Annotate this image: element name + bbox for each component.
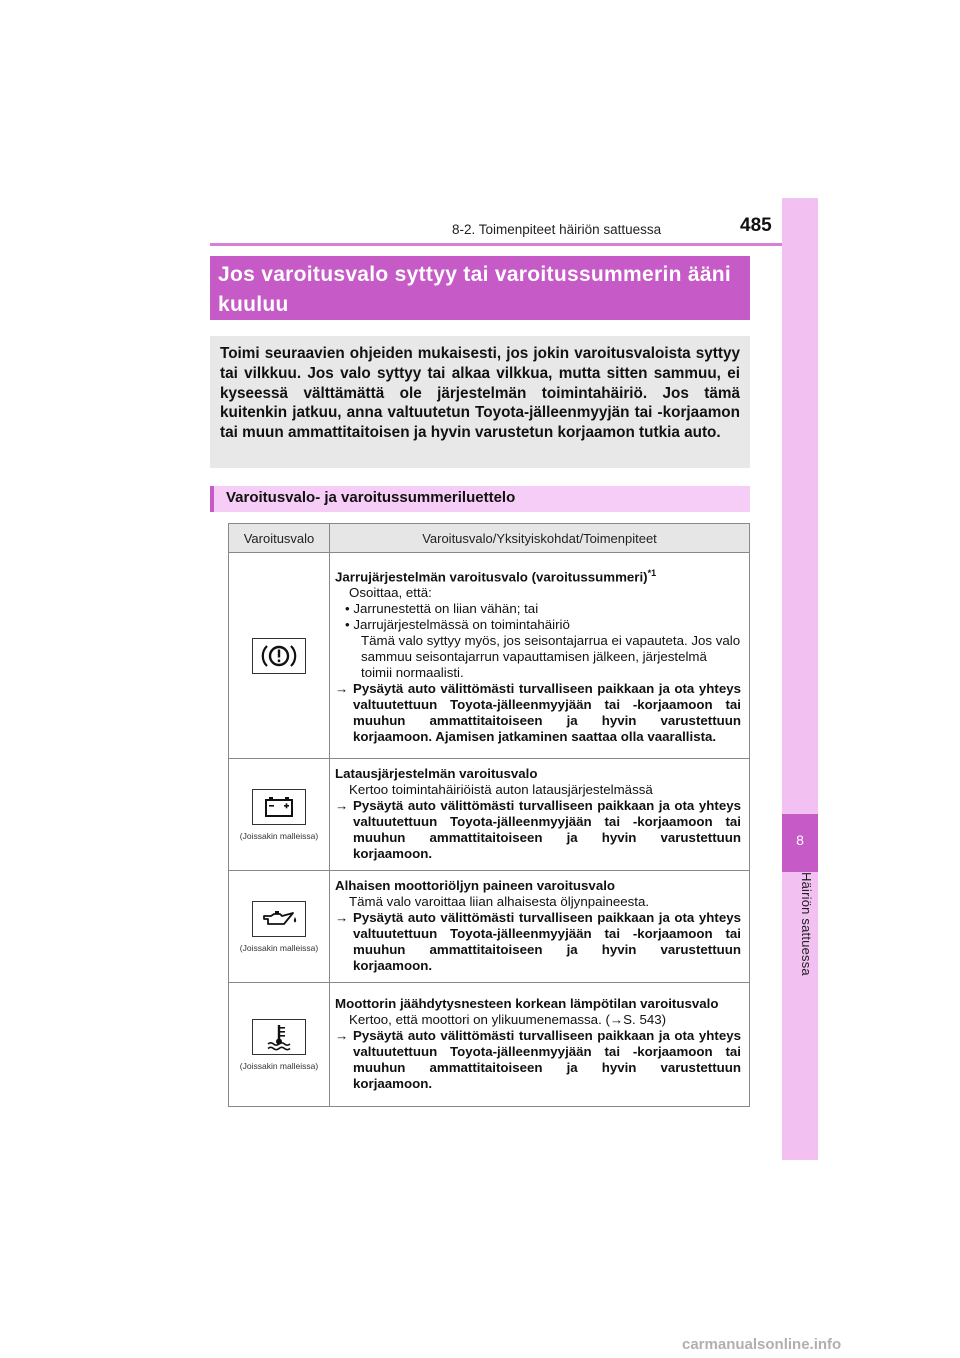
item-description: Tämä valo varoittaa liian alhaisesta öljynpaineesta.: [349, 894, 650, 909]
item-note: Tämä valo syttyy myös, jos seisontajarrua ei vapauteta. Jos valo sammuu seisontajarrun vapauttamisen jälkeen, järjestelmä toimii normaalisti.: [361, 633, 741, 681]
col-header-details: Varoitusvalo/Yksityiskohdat/Toimenpiteet: [330, 524, 750, 553]
item-title: Jarrujärjestelmän varoitusvalo (varoitussummeri)$^{*1}$: [335, 567, 657, 585]
table-row: [229, 759, 750, 871]
brake-warning-icon: [252, 638, 306, 674]
light-cell: [229, 759, 330, 871]
details-cell: [330, 871, 750, 983]
list-item: • Jarrujärjestelmässä on toimintahäiriö: [345, 617, 570, 633]
header-rule: [210, 243, 818, 246]
table-row: [229, 871, 750, 983]
chapter-number: 8: [796, 832, 804, 848]
arrow-icon: →: [335, 681, 349, 697]
item-action: → Pysäytä auto välittömästi turvalliseen paikkaan ja ota yhteys valtuutettuun Toyota-jälleenmyyjään tai -korjaamoon tai muuhun ammattitaitoiseen ja hyvin varustettuun korjaamoon.: [335, 910, 741, 973]
item-title: Latausjärjestelmän varoitusvalo: [335, 766, 538, 781]
item-description: Kertoo toimintahäiriöistä auton latausjärjestelmässä: [349, 782, 653, 797]
light-cell: [229, 871, 330, 983]
battery-charging-icon: [252, 789, 306, 825]
details-cell: [330, 553, 750, 759]
table-row: [229, 553, 750, 759]
intro-text: Toimi seuraavien ohjeiden mukaisesti, jos jokin varoitusvaloista syttyy tai vilkkuu. Jos valo syttyy tai alkaa vilkkua, mutta sitten sammuu, ei kyseessä välttämättä ole järjestelmän toimintahäiriö. Jos tämä kuitenkin jatkuu, anna valtuutetun Toyota-jälleenmyyjän tai -korjaamon tai muun ammattitaitoisen ja hyvin varustetun korjaamon tutkia auto.: [210, 336, 750, 468]
page-title: Jos varoitusvalo syttyy tai varoitussummerin ääni kuuluu: [210, 256, 750, 320]
table-header-row: [229, 524, 750, 553]
list-item: • Jarrunestettä on liian vähän; tai: [345, 601, 539, 617]
arrow-icon: →: [335, 1028, 349, 1043]
watermark: carmanualsonline.info: [682, 1336, 842, 1353]
item-description: Kertoo, että moottori on ylikuumenemassa. (→S. 543): [349, 1012, 667, 1027]
details-cell: [330, 983, 750, 1107]
item-action: → Pysäytä auto välittömästi turvalliseen paikkaan ja ota yhteys valtuutettuun Toyota-jälleenmyyjään tai -korjaamoon tai muuhun ammattitaitoiseen ja hyvin varustettuun korjaamoon.: [335, 1028, 741, 1091]
coolant-temperature-icon: [252, 1019, 306, 1055]
section-heading: 8-2. Toimenpiteet häiriön sattuessa: [452, 222, 662, 237]
chapter-side-strip: [782, 198, 818, 1160]
model-note: (Joissakin malleissa): [239, 1060, 319, 1071]
arrow-icon: →: [335, 910, 349, 925]
warning-light-table: [228, 523, 750, 1107]
table-row: [229, 983, 750, 1107]
light-cell: [229, 553, 330, 759]
details-cell: [330, 759, 750, 871]
item-description: Osoittaa, että:: [349, 585, 432, 601]
list-heading: Varoitusvalo- ja varoitussummeriluettelo: [210, 486, 750, 512]
model-note: (Joissakin malleissa): [239, 942, 319, 953]
col-header-light: Varoitusvalo: [229, 524, 330, 553]
light-cell: [229, 983, 330, 1107]
item-action: → Pysäytä auto välittömästi turvalliseen paikkaan ja ota yhteys valtuutettuun Toyota-jälleenmyyjään tai -korjaamoon tai muuhun ammattitaitoiseen ja hyvin varustettuun korjaamoon. Ajamisen jatkaminen saattaa olla vaarallista.: [335, 681, 741, 745]
item-title: Moottorin jäähdytysnesteen korkean lämpötilan varoitusvalo: [335, 996, 719, 1011]
item-action: → Pysäytä auto välittömästi turvalliseen paikkaan ja ota yhteys valtuutettuun Toyota-jälleenmyyjään tai -korjaamoon tai muuhun ammattitaitoiseen ja hyvin varustettuun korjaamoon.: [335, 798, 741, 861]
chapter-label: Häiriön sattuessa: [799, 872, 814, 976]
model-note: (Joissakin malleissa): [239, 830, 319, 841]
item-title: Alhaisen moottoriöljyn paineen varoitusvalo: [335, 878, 616, 893]
page-number: 485: [740, 215, 772, 236]
arrow-icon: →: [335, 798, 349, 813]
oil-pressure-icon: [252, 901, 306, 937]
